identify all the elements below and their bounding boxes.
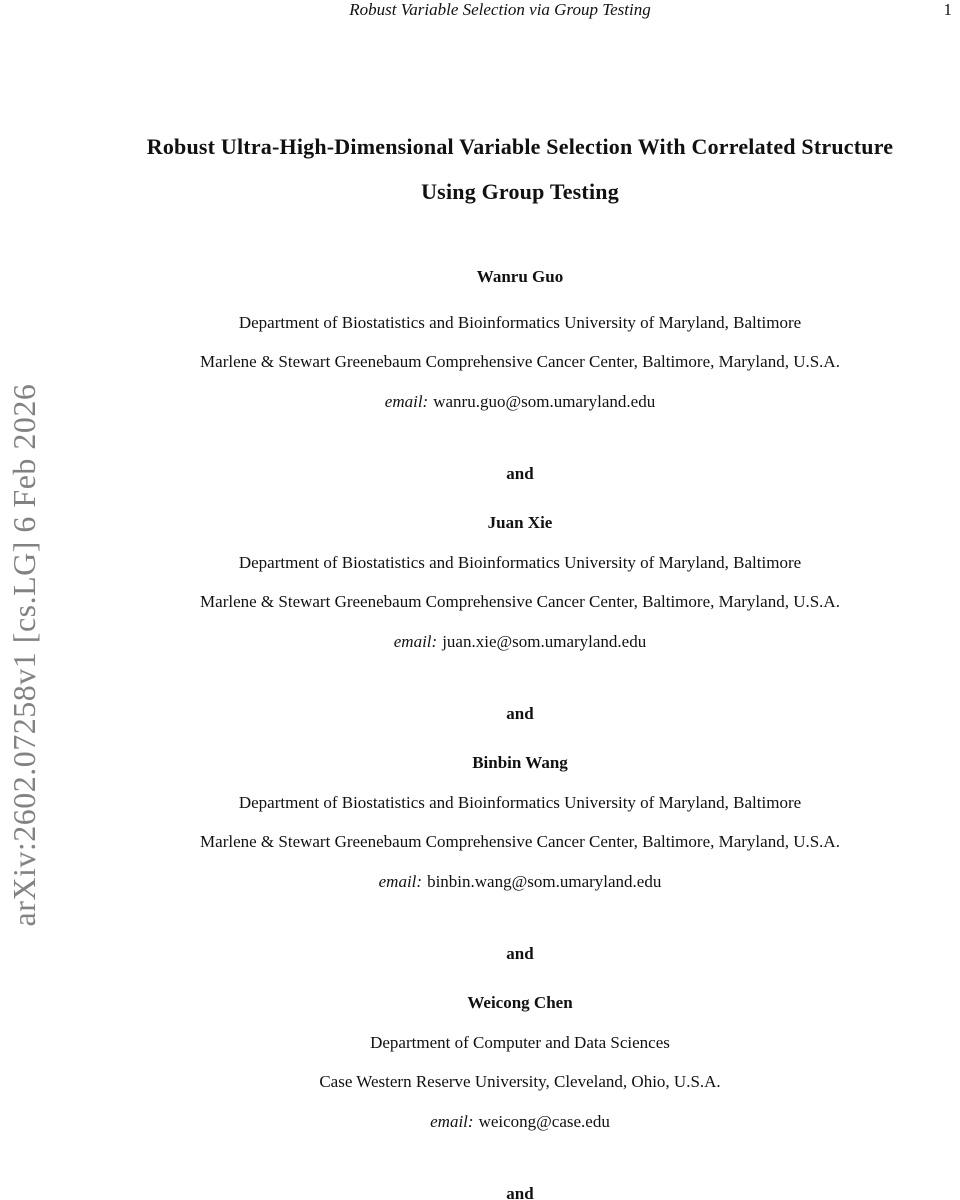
affiliation-line: Department of Computer and Data Sciences — [370, 1033, 670, 1052]
author-name: Juan Xie — [487, 513, 553, 532]
affiliation-line: Department of Biostatistics and Bioinformatics University of Maryland, Baltimore — [238, 553, 802, 572]
email-label: email: — [384, 392, 429, 411]
email-line — [75, 862, 960, 901]
author-name: Weicong Chen — [467, 993, 573, 1012]
affiliation-line: Department of Biostatistics and Bioinformatics University of Maryland, Baltimore — [238, 313, 802, 332]
affiliation-line: Marlene & Stewart Greenebaum Comprehensive Cancer Center, Baltimore, Maryland, U.S.A. — [200, 832, 840, 851]
title-page-content — [75, 0, 960, 1200]
email-line — [75, 382, 960, 421]
email-line — [75, 1102, 960, 1141]
email-address: wanru.guo@som.umaryland.edu — [433, 392, 656, 411]
email-address: binbin.wang@som.umaryland.edu — [427, 872, 662, 891]
email-address: weicong@case.edu — [478, 1112, 610, 1131]
affiliation-line: Marlene & Stewart Greenebaum Comprehensive Cancer Center, Baltimore, Maryland, U.S.A. — [200, 592, 840, 611]
running-head-title: Robust Variable Selection via Group Testing — [349, 0, 651, 19]
author-block — [75, 257, 960, 421]
and-separator: and — [506, 944, 534, 963]
affiliation-line: Marlene & Stewart Greenebaum Comprehensive Cancer Center, Baltimore, Maryland, U.S.A. — [200, 352, 840, 371]
paper-title-line-1: Robust Ultra-High-Dimensional Variable Selection With Correlated Structure — [146, 134, 894, 159]
author-block — [75, 503, 960, 661]
author-list — [75, 257, 960, 1200]
paper-title — [75, 124, 960, 214]
author-name: Wanru Guo — [476, 267, 564, 286]
email-line — [75, 622, 960, 661]
arxiv-watermark: arXiv:2602.07258v1 [cs.LG] 6 Feb 2026 — [6, 383, 42, 927]
email-label: email: — [378, 872, 423, 891]
and-separator: and — [506, 704, 534, 723]
affiliation-line: Case Western Reserve University, Cleveland, Ohio, U.S.A. — [319, 1072, 721, 1091]
email-label: email: — [430, 1112, 474, 1131]
paper-title-line-2: Using Group Testing — [421, 179, 619, 204]
and-separator: and — [506, 464, 534, 483]
author-block — [75, 743, 960, 901]
author-block — [75, 983, 960, 1141]
email-label: email: — [393, 632, 438, 651]
author-name: Binbin Wang — [472, 753, 568, 772]
email-address: juan.xie@som.umaryland.edu — [442, 632, 647, 651]
and-separator: and — [506, 1184, 534, 1200]
page-number: 1 — [943, 0, 952, 19]
affiliation-line: Department of Biostatistics and Bioinformatics University of Maryland, Baltimore — [238, 793, 802, 812]
